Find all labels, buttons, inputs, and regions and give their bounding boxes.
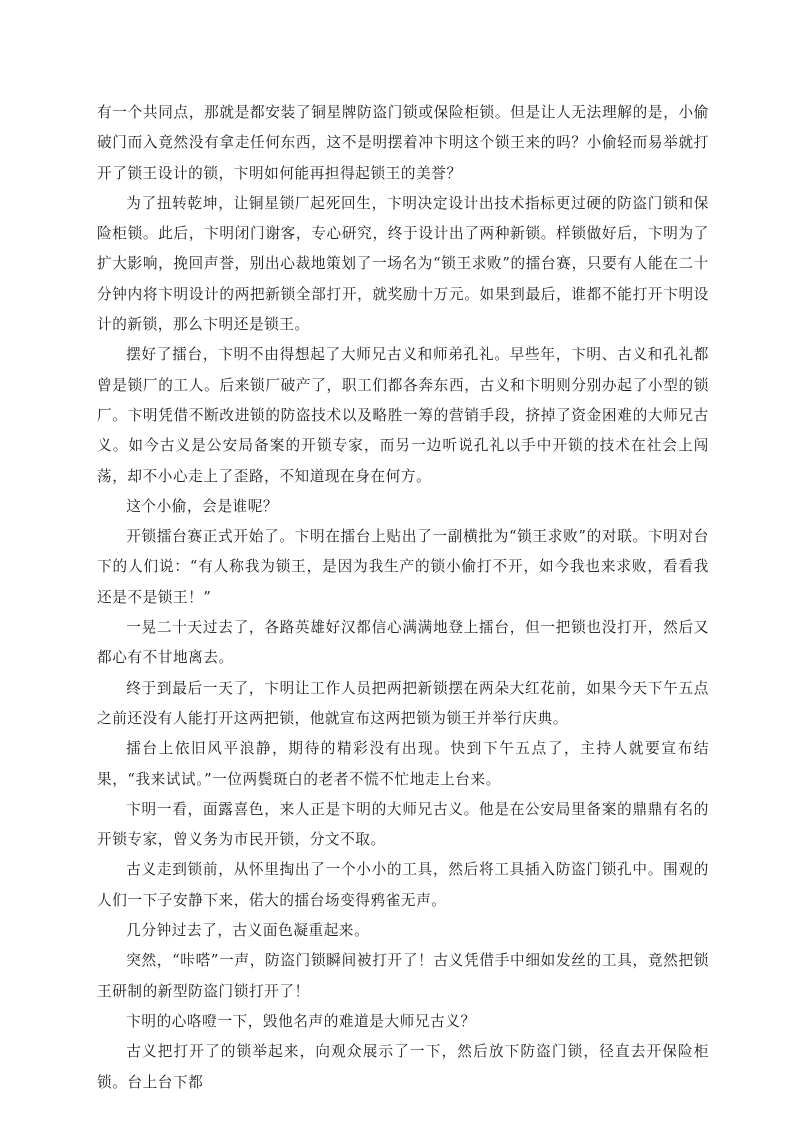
- paragraph-14: 古义把打开了的锁举起来，向观众展示了一下，然后放下防盗门锁，径直去开保险柜锁。台上台下都: [97, 1043, 709, 1091]
- paragraph-6: 一晃二十天过去了，各路英雄好汉都信心满满地登上擂台，但一把锁也没打开，然后又都心有不甘地离去。: [97, 619, 709, 667]
- paragraph-2: 为了扭转乾坤，让铜星锁厂起死回生，卞明决定设计出技术指标更过硬的防盗门锁和保险柜锁。此后，卞明闭门谢客，专心研究，终于设计出了两种新锁。样锁做好后，卞明为了扩大影响，挽回声誉，别出心裁地策划了一场名为“锁王求败”的擂台赛，只要有人能在二十分钟内将卞明设计的两把新锁全部打开，就奖励十万元。如果到最后，谁都不能打开卞明设计的新锁，那么卞明还是锁王。: [97, 194, 709, 334]
- paragraph-10: 古义走到锁前，从怀里掏出了一个小小的工具，然后将工具插入防盗门锁孔中。围观的人们一下子安静下来，偌大的擂台场变得鸦雀无声。: [97, 861, 709, 909]
- story-text: [97, 98, 709, 1098]
- paragraph-8: 擂台上依旧风平浪静，期待的精彩没有出现。快到下午五点了，主持人就要宣布结果，“我来试试。”一位两鬓斑白的老者不慌不忙地走上台来。: [97, 740, 709, 788]
- paragraph-4: 这个小偷，会是谁呢？: [126, 497, 279, 515]
- paragraph-11: 几分钟过去了，古义面色凝重起来。: [126, 922, 370, 940]
- paragraph-1: 有一个共同点，那就是都安装了铜星牌防盗门锁或保险柜锁。但是让人无法理解的是，小偷破门而入竟然没有拿走任何东西，这不是明摆着冲卞明这个锁王来的吗？小偷轻而易举就打开了锁王设计的锁，卞明如何能再担得起锁王的美誉？: [97, 104, 709, 182]
- paragraph-5: 开锁擂台赛正式开始了。卞明在擂台上贴出了一副横批为“锁王求败”的对联。卞明对台下的人们说：“有人称我为锁王，是因为我生产的锁小偷打不开，如今我也来求败，看看我还是不是锁王！”: [97, 528, 709, 606]
- paragraph-9: 卞明一看，面露喜色，来人正是卞明的大师兄古义。他是在公安局里备案的鼎鼎有名的开锁专家，曾义务为市民开锁，分文不取。: [97, 800, 709, 849]
- paragraph-3: 摆好了擂台，卞明不由得想起了大师兄古义和师弟孔礼。早些年，卞明、古义和孔礼都曾是锁厂的工人。后来锁厂破产了，职工们都各奔东西，古义和卞明则分别办起了小型的锁厂。卞明凭借不断改进锁的防盗技术以及略胜一筹的营销手段，挤掉了资金困难的大师兄古义。如今古义是公安局备案的开锁专家，而另一边听说孔礼以手中开锁的技术在社会上闯荡，却不小心走上了歪路，不知道现在身在何方。: [97, 346, 709, 485]
- paragraph-12: 突然，“咔嗒”一声，防盗门锁瞬间被打开了！古义凭借手中细如发丝的工具，竟然把锁王研制的新型防盗门锁打开了！: [97, 952, 709, 1000]
- paragraph-7: 终于到最后一天了，卞明让工作人员把两把新锁摆在两朵大红花前，如果今天下午五点之前还没有人能打开这两把锁，他就宣布这两把锁为锁王并举行庆典。: [97, 679, 709, 727]
- paragraph-13: 卞明的心咯噔一下，毁他名声的难道是大师兄古义？: [126, 1012, 476, 1030]
